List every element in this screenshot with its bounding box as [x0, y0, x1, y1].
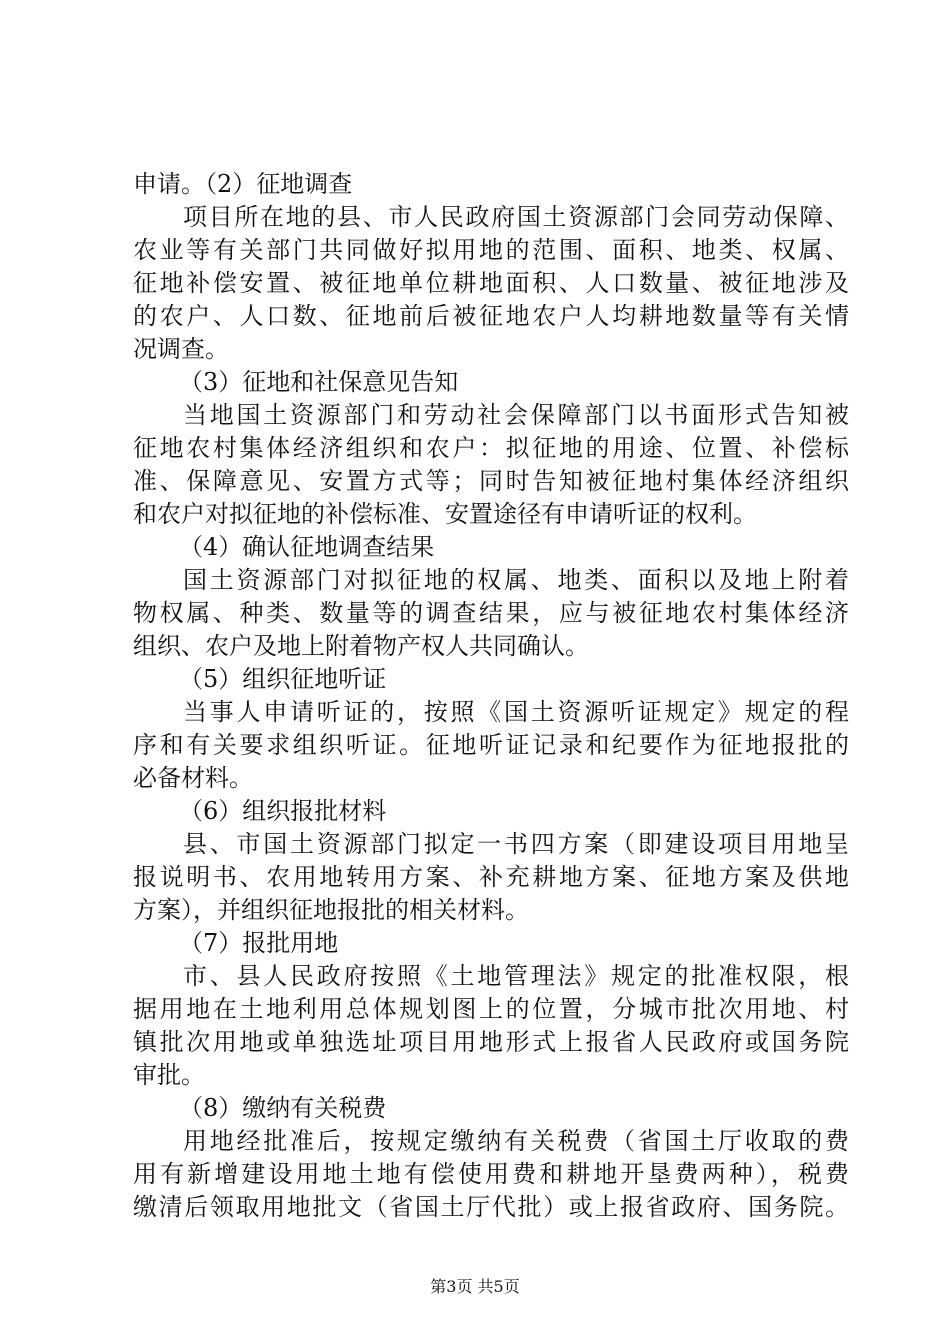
body-line: 征地补偿安置、被征地单位耕地面积、人口数量、被征地涉及 — [133, 269, 849, 297]
paragraph-first-line: 市、县人民政府按照《土地管理法》规定的批准权限，根 — [183, 962, 849, 990]
body-line: 和农户对拟征地的补偿标准、安置途径有申请听证的权利。 — [133, 500, 757, 528]
paragraph-first-line: 项目所在地的县、市人民政府国土资源部门会同劳动保障、 — [183, 203, 849, 231]
body-line: 镇批次用地或单独选址项目用地形式上报省人民政府或国务院 — [133, 1028, 849, 1056]
body-line: 况调查。 — [133, 335, 229, 363]
body-line: 农业等有关部门共同做好拟用地的范围、面积、地类、权属、 — [133, 236, 849, 264]
body-line: 审批。 — [133, 1061, 205, 1089]
body-line: 方案），并组织征地报批的相关材料。 — [133, 896, 529, 924]
paragraph-first-line: 县、市国土资源部门拟定一书四方案（即建设项目用地呈 — [183, 830, 849, 858]
page-footer — [0, 1276, 950, 1298]
section-heading: （8）缴纳有关税费 — [179, 1094, 387, 1122]
body-line: 据用地在土地利用总体规划图上的位置，分城市批次用地、村 — [133, 995, 849, 1023]
body-line: 的农户、人口数、征地前后被征地农户人均耕地数量等有关情 — [133, 302, 849, 330]
section-heading: （3）征地和社保意见告知 — [179, 368, 459, 396]
body-line: 缴清后领取用地批文（省国土厅代批）或上报省政府、国务院。 — [133, 1193, 849, 1221]
body-line: 准、保障意见、安置方式等；同时告知被征地村集体经济组织 — [133, 467, 849, 495]
body-line: 申请。（2）征地调查 — [133, 170, 353, 198]
paragraph-first-line: 当地国土资源部门和劳动社会保障部门以书面形式告知被 — [183, 401, 849, 429]
body-line: 序和有关要求组织听证。征地听证记录和纪要作为征地报批的 — [133, 731, 849, 759]
body-line: 征地农村集体经济组织和农户：拟征地的用途、位置、补偿标 — [133, 434, 849, 462]
body-line: 物权属、种类、数量等的调查结果，应与被征地农村集体经济 — [133, 599, 849, 627]
body-line: 报说明书、农用地转用方案、补充耕地方案、征地方案及供地 — [133, 863, 849, 891]
section-heading: （7）报批用地 — [179, 929, 339, 957]
body-line: 组织、农户及地上附着物产权人共同确认。 — [133, 632, 589, 660]
section-heading: （4）确认征地调查结果 — [179, 533, 435, 561]
page-number: 第3页 共5页 — [430, 1277, 520, 1296]
paragraph-first-line: 用地经批准后，按规定缴纳有关税费（省国土厅收取的费 — [183, 1127, 849, 1155]
section-heading: （5）组织征地听证 — [179, 665, 387, 693]
body-line: 必备材料。 — [133, 764, 253, 792]
section-heading: （6）组织报批材料 — [179, 797, 387, 825]
body-line: 用有新增建设用地土地有偿使用费和耕地开垦费两种），税费 — [133, 1160, 849, 1188]
paragraph-first-line: 当事人申请听证的，按照《国土资源听证规定》规定的程 — [183, 698, 849, 726]
paragraph-first-line: 国土资源部门对拟征地的权属、地类、面积以及地上附着 — [183, 566, 849, 594]
document-body — [133, 168, 849, 1224]
